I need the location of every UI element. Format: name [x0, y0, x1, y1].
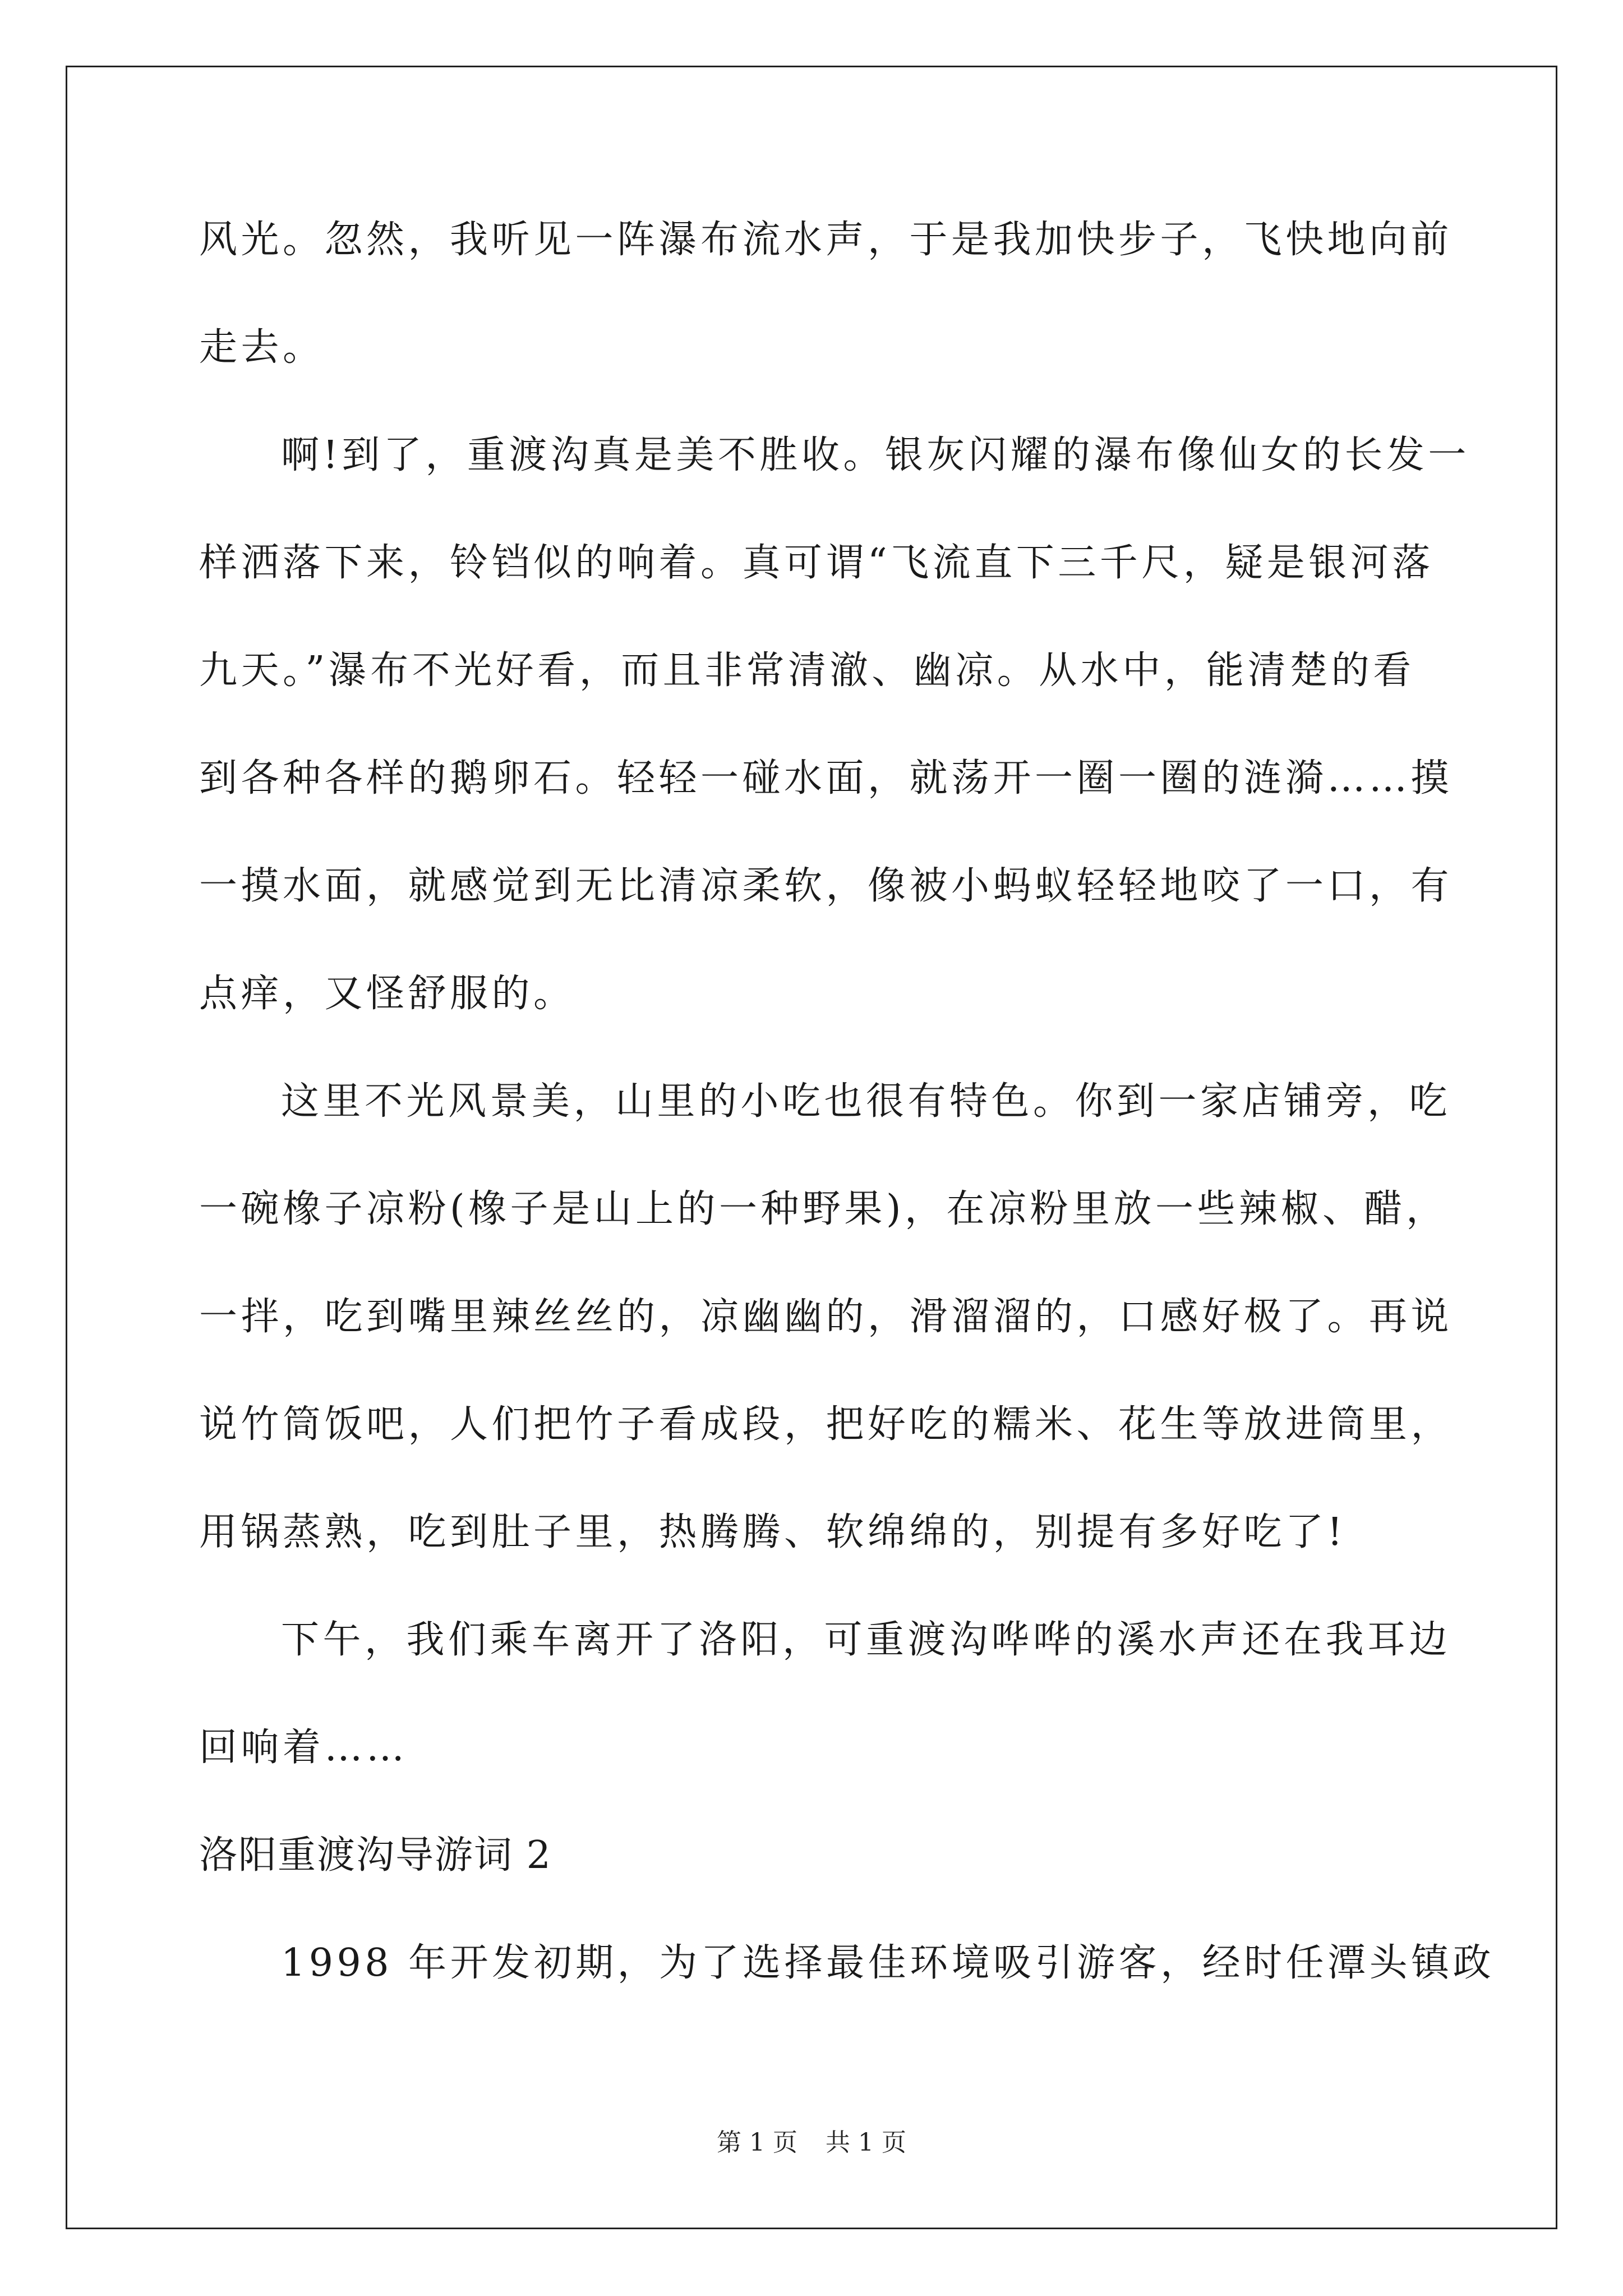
text-line: 回响着……	[199, 1726, 408, 1770]
paragraph-start-line: 下午，我们乘车离开了洛阳，可重渡沟哗哗的溪水声还在我耳边	[281, 1618, 1451, 1662]
text-line: 样洒落下来，铃铛似的响着。真可谓“飞流直下三千尺，疑是银河落	[199, 541, 1434, 585]
text-line: 一摸水面，就感觉到无比清凉柔软，像被小蚂蚁轻轻地咬了一口，有	[199, 864, 1453, 908]
text-line: 风光。忽然，我听见一阵瀑布流水声，于是我加快步子，飞快地向前	[199, 218, 1453, 262]
paragraph-start-line: 啊!到了，重渡沟真是美不胜收。银灰闪耀的瀑布像仙女的长发一	[281, 433, 1470, 477]
page-footer	[0, 2126, 1623, 2160]
document-body	[199, 213, 1495, 2044]
text-line: 点痒，又怪舒服的。	[199, 972, 575, 1016]
text-line: 说竹筒饭吧，人们把竹子看成段，把好吃的糯米、花生等放进筒里，	[199, 1402, 1453, 1447]
paragraph-start-line: 这里不光风景美，山里的小吃也很有特色。你到一家店铺旁，吃	[281, 1079, 1451, 1124]
text-line: 走去。	[199, 325, 325, 370]
page-number-total: 共 1 页	[826, 2128, 906, 2157]
paragraph-start-line: 1998 年开发初期，为了选择最佳环境吸引游客，经时任潭头镇政	[281, 1941, 1495, 1985]
text-line: 九天。”瀑布不光好看，而且非常清澈、幽凉。从水中，能清楚的看	[199, 648, 1415, 693]
text-line: 用锅蒸熟，吃到肚子里，热腾腾、软绵绵的，别提有多好吃了!	[199, 1510, 1347, 1554]
page-number-current: 第 1 页	[717, 2128, 797, 2157]
text-line: 一拌，吃到嘴里辣丝丝的，凉幽幽的，滑溜溜的，口感好极了。再说	[199, 1295, 1453, 1339]
section-heading: 洛阳重渡沟导游词 2	[199, 1833, 552, 1878]
text-line: 到各种各样的鹅卵石。轻轻一碰水面，就荡开一圈一圈的涟漪……摸	[199, 756, 1453, 800]
text-line: 一碗橡子凉粉(橡子是山上的一种野果)，在凉粉里放一些辣椒、醋，	[199, 1187, 1448, 1231]
